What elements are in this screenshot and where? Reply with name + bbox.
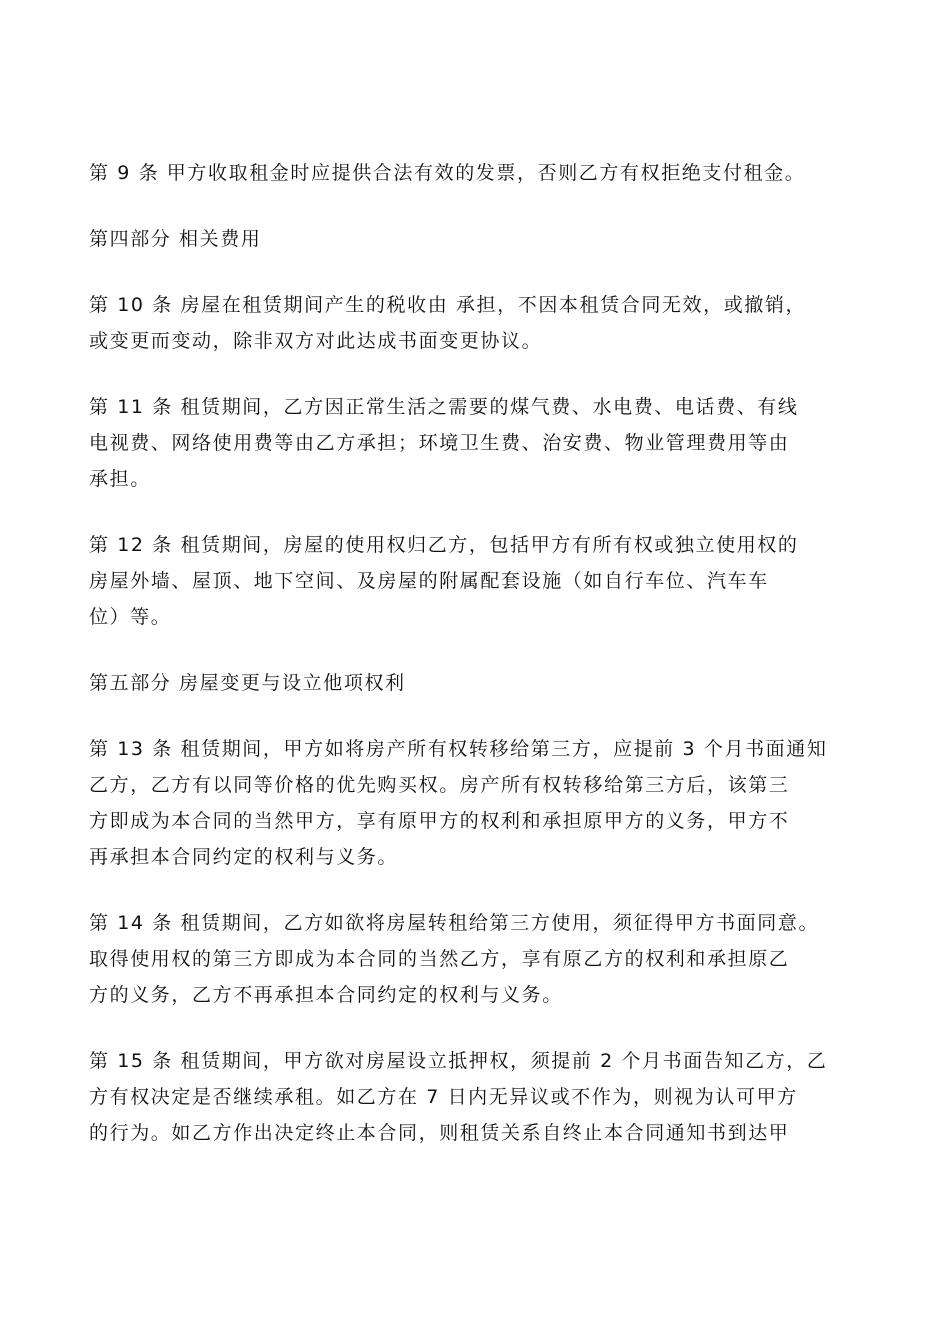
clause-12 (89, 527, 864, 635)
clause-15-line: 方有权决定是否继续承租。如乙方在 7 日内无异议或不作为，则视为认可甲方 (89, 1086, 798, 1108)
clause-10-line: 或变更而变动，除非双方对此达成书面变更协议。 (89, 330, 543, 352)
clause-12-line: 房屋外墙、屋顶、地下空间、及房屋的附属配套设施（如自行车位、汽车车 (89, 570, 769, 592)
clause-15-line: 第 15 条 租赁期间，甲方欲对房屋设立抵押权，须提前 2 个月书面告知乙方，乙 (89, 1050, 828, 1072)
clause-14-line: 方的义务，乙方不再承担本合同约定的权利与义务。 (89, 984, 563, 1006)
clause-11-line: 电视费、网络使用费等由乙方承担；环境卫生费、治安费、物业管理费用等由 (89, 432, 790, 454)
section-heading-part-5 (89, 665, 864, 701)
section-heading-part-4 (89, 221, 864, 257)
clause-11 (89, 389, 864, 497)
clause-13-line: 第 13 条 租赁期间，甲方如将房产所有权转移给第三方，应提前 3 个月书面通知 (89, 738, 828, 760)
clause-15-line: 的行为。如乙方作出决定终止本合同，则租赁关系自终止本合同通知书到达甲 (89, 1122, 790, 1144)
clause-9 (89, 155, 864, 191)
clause-15 (89, 1043, 864, 1151)
clause-11-line: 承担。 (89, 468, 151, 490)
clause-13-line: 方即成为本合同的当然甲方，享有原甲方的权利和承担原甲方的义务，甲方不 (89, 810, 790, 832)
section-heading-text: 第五部分 房屋变更与设立他项权利 (89, 672, 406, 694)
clause-11-line: 第 11 条 租赁期间，乙方因正常生活之需要的煤气费、水电费、电话费、有线 (89, 396, 799, 418)
clause-13 (89, 731, 864, 875)
clause-9-line: 第 9 条 甲方收取租金时应提供合法有效的发票，否则乙方有权拒绝支付租金。 (89, 162, 806, 184)
clause-12-line: 位）等。 (89, 606, 172, 628)
clause-12-line: 第 12 条 租赁期间，房屋的使用权归乙方，包括甲方有所有权或独立使用权的 (89, 534, 799, 556)
clause-10 (89, 287, 864, 359)
clause-13-line: 再承担本合同约定的权利与义务。 (89, 846, 399, 868)
section-heading-text: 第四部分 相关费用 (89, 228, 262, 250)
clause-14-line: 取得使用权的第三方即成为本合同的当然乙方，享有原乙方的权利和承担原乙 (89, 948, 790, 970)
clause-13-line: 乙方，乙方有以同等价格的优先购买权。房产所有权转移给第三方后，该第三 (89, 774, 790, 796)
document-body (89, 155, 864, 1181)
clause-14-line: 第 14 条 租赁期间，乙方如欲将房屋转租给第三方使用，须征得甲方书面同意。 (89, 912, 820, 934)
clause-10-line: 第 10 条 房屋在租赁期间产生的税收由 承担，不因本租赁合同无效，或撤销， (89, 294, 807, 316)
clause-14 (89, 905, 864, 1013)
